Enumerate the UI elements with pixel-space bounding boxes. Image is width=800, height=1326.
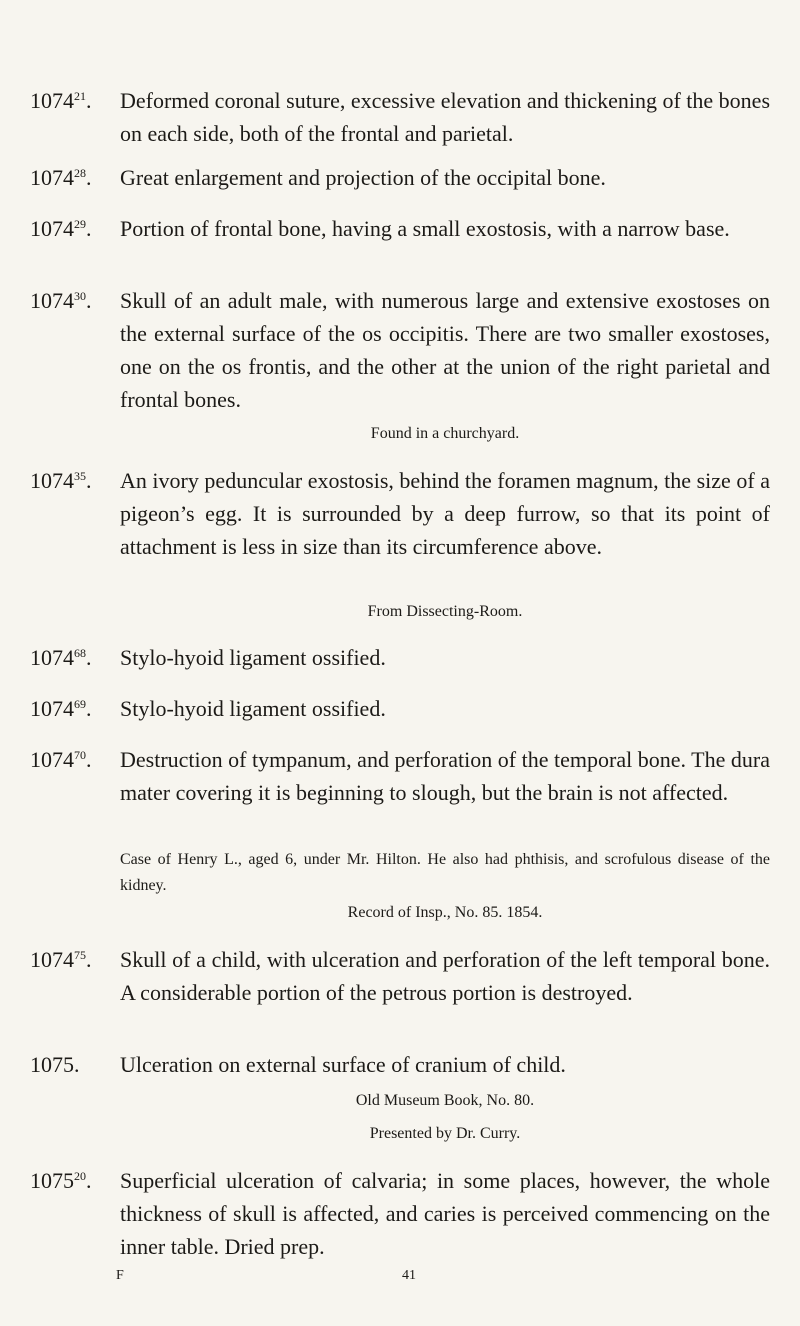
- entry-number: 1074$^{35}$.: [30, 468, 92, 493]
- entry-record: Record of Insp., No. 85. 1854.: [347, 904, 543, 921]
- entry-note: Found in a churchyard.: [370, 425, 520, 442]
- entry-note: Old Museum Book, No. 80.: [355, 1092, 535, 1109]
- catalogue-entry: [30, 84, 770, 150]
- entry-description: Deformed coronal suture, excessive elevation and thickening of the bones on each side, both of the frontal and parietal.: [120, 88, 770, 146]
- entry-description: Great enlargement and projection of the occipital bone.: [120, 165, 606, 190]
- entry-number: 1074$^{30}$.: [30, 288, 92, 313]
- catalogue-entry: [30, 943, 770, 1009]
- catalogue-entry: [30, 641, 770, 674]
- entry-number: 1074$^{70}$.: [30, 747, 92, 772]
- entry-number: 1074$^{69}$.: [30, 696, 92, 721]
- signature-mark: F: [116, 1268, 124, 1283]
- entry-number: 1074$^{28}$.: [30, 165, 92, 190]
- entry-description: Skull of a child, with ulceration and perforation of the left temporal bone. A considerable portion of the petrous portion is destroyed.: [120, 947, 770, 1005]
- catalogue-entry: [30, 743, 770, 809]
- entry-number: 1074$^{68}$.: [30, 645, 92, 670]
- entry-number: 1074$^{21}$.: [30, 88, 92, 113]
- catalogue-entry: [30, 161, 770, 194]
- entry-number: 1075$^{20}$.: [30, 1168, 92, 1193]
- catalogue-entry: [30, 1048, 770, 1081]
- entry-note: From Dissecting-Room.: [367, 603, 523, 620]
- entry-description: An ivory peduncular exostosis, behind the foramen magnum, the size of a pigeon’s egg. It is surrounded by a deep furrow, so that its point of attachment is less in size than its circumference above.: [120, 468, 770, 559]
- entry-number: 1074$^{29}$.: [30, 216, 92, 241]
- catalogue-entry: [30, 464, 770, 563]
- entry-description: Portion of frontal bone, having a small exostosis, with a narrow base.: [120, 216, 730, 241]
- entry-description: Skull of an adult male, with numerous large and extensive exostoses on the external surface of the os occipitis. There are two smaller exostoses, one on the os frontis, and the other at the union of the right parietal and frontal bones.: [120, 288, 770, 412]
- catalogue-entry: [30, 284, 770, 416]
- catalogue-entry: [30, 692, 770, 725]
- entry-description: Stylo-hyoid ligament ossified.: [120, 696, 386, 721]
- entry-description: Stylo-hyoid ligament ossified.: [120, 645, 386, 670]
- entry-description: Destruction of tympanum, and perforation of the temporal bone. The dura mater covering it is beginning to slough, but the brain is not affected.: [120, 747, 770, 805]
- entry-number: 1075.: [30, 1052, 80, 1077]
- entry-description: Ulceration on external surface of cranium of child.: [120, 1052, 566, 1077]
- entry-presented-by: Presented by Dr. Curry.: [369, 1125, 521, 1142]
- entry-number: 1074$^{75}$.: [30, 947, 92, 972]
- catalogue-entry: [30, 212, 770, 245]
- entry-note: Case of Henry L., aged 6, under Mr. Hilton. He also had phthisis, and scrofulous disease of the kidney.: [120, 851, 770, 894]
- page-number: 41: [402, 1268, 416, 1283]
- catalogue-entry: [30, 1164, 770, 1263]
- entry-description: Superficial ulceration of calvaria; in some places, however, the whole thickness of skull is affected, and caries is perceived commencing on the inner table. Dried prep.: [120, 1168, 770, 1259]
